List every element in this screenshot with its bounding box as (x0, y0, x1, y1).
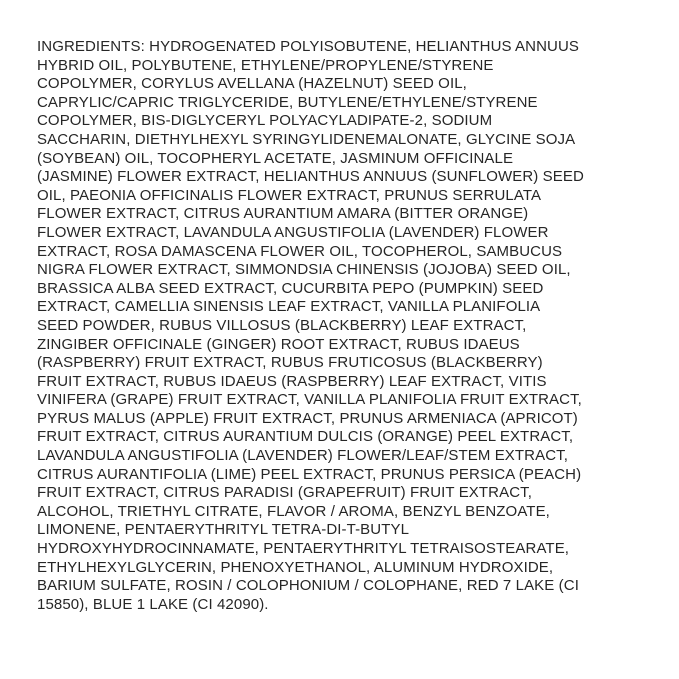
ingredients-line: FLOWER EXTRACT, LAVANDULA ANGUSTIFOLIA (LAVENDER) FLOWER (37, 223, 549, 241)
ingredients-line: COPOLYMER, BIS-DIGLYCERYL POLYACYLADIPATE-2, SODIUM (37, 112, 493, 130)
ingredients-line: NIGRA FLOWER EXTRACT, SIMMONDSIA CHINENSIS (JOJOBA) SEED OIL, (37, 261, 571, 279)
ingredients-line: FLOWER EXTRACT, CITRUS AURANTIUM AMARA (BITTER ORANGE) (37, 205, 529, 223)
ingredients-line: BARIUM SULFATE, ROSIN / COLOPHONIUM / COLOPHANE, RED 7 LAKE (CI (37, 577, 579, 595)
ingredients-line: ALCOHOL, TRIETHYL CITRATE, FLAVOR / AROMA, BENZYL BENZOATE, (37, 502, 550, 520)
ingredients-line: CITRUS AURANTIFOLIA (LIME) PEEL EXTRACT, PRUNUS PERSICA (PEACH) (37, 465, 582, 483)
ingredients-line: SACCHARIN, DIETHYLHEXYL SYRINGYLIDENEMALONATE, GLYCINE SOJA (37, 130, 576, 148)
ingredients-line: (SOYBEAN) OIL, TOCOPHERYL ACETATE, JASMINUM OFFICINALE (37, 149, 514, 167)
ingredients-line: FRUIT EXTRACT, CITRUS AURANTIUM DULCIS (ORANGE) PEEL EXTRACT, (37, 428, 574, 446)
ingredients-line: INGREDIENTS: HYDROGENATED POLYISOBUTENE, HELIANTHUS ANNUUS (37, 38, 579, 55)
ingredients-text-block (37, 38, 652, 614)
ingredients-line: BRASSICA ALBA SEED EXTRACT, CUCURBITA PEPO (PUMPKIN) SEED (37, 279, 544, 297)
ingredients-line: (JASMINE) FLOWER EXTRACT, HELIANTHUS ANNUUS (SUNFLOWER) SEED (37, 168, 584, 186)
ingredients-line: LIMONENE, PENTAERYTHRITYL TETRA-DI-T-BUTYL (37, 521, 410, 539)
ingredients-line: HYBRID OIL, POLYBUTENE, ETHYLENE/PROPYLENE/STYRENE (37, 56, 494, 74)
ingredients-line: FRUIT EXTRACT, RUBUS IDAEUS (RASPBERRY) LEAF EXTRACT, VITIS (37, 372, 547, 390)
ingredients-line: EXTRACT, ROSA DAMASCENA FLOWER OIL, TOCOPHEROL, SAMBUCUS (37, 242, 563, 260)
ingredients-line: SEED POWDER, RUBUS VILLOSUS (BLACKBERRY) LEAF EXTRACT, (37, 316, 527, 334)
ingredients-line: ZINGIBER OFFICINALE (GINGER) ROOT EXTRACT, RUBUS IDAEUS (37, 335, 520, 353)
ingredients-line: COPOLYMER, CORYLUS AVELLANA (HAZELNUT) SEED OIL, (37, 75, 467, 93)
ingredients-line: FRUIT EXTRACT, CITRUS PARADISI (GRAPEFRUIT) FRUIT EXTRACT, (37, 484, 532, 502)
ingredients-line: PYRUS MALUS (APPLE) FRUIT EXTRACT, PRUNUS ARMENIACA (APRICOT) (37, 409, 578, 427)
ingredients-line: EXTRACT, CAMELLIA SINENSIS LEAF EXTRACT, VANILLA PLANIFOLIA (37, 298, 541, 316)
ingredients-line: ETHYLHEXYLGLYCERIN, PHENOXYETHANOL, ALUMINUM HYDROXIDE, (37, 558, 554, 576)
ingredients-line: 15850), BLUE 1 LAKE (CI 42090). (37, 595, 269, 613)
ingredients-line: HYDROXYHYDROCINNAMATE, PENTAERYTHRITYL TETRAISOSTEARATE, (37, 540, 570, 558)
ingredients-line: (RASPBERRY) FRUIT EXTRACT, RUBUS FRUTICOSUS (BLACKBERRY) (37, 354, 543, 372)
ingredients-line: VINIFERA (GRAPE) FRUIT EXTRACT, VANILLA PLANIFOLIA FRUIT EXTRACT, (37, 391, 582, 409)
ingredients-line: OIL, PAEONIA OFFICINALIS FLOWER EXTRACT, PRUNUS SERRULATA (37, 186, 542, 204)
ingredients-line: CAPRYLIC/CAPRIC TRIGLYCERIDE, BUTYLENE/ETHYLENE/STYRENE (37, 93, 538, 111)
ingredients-line: LAVANDULA ANGUSTIFOLIA (LAVENDER) FLOWER/LEAF/STEM EXTRACT, (37, 447, 569, 465)
